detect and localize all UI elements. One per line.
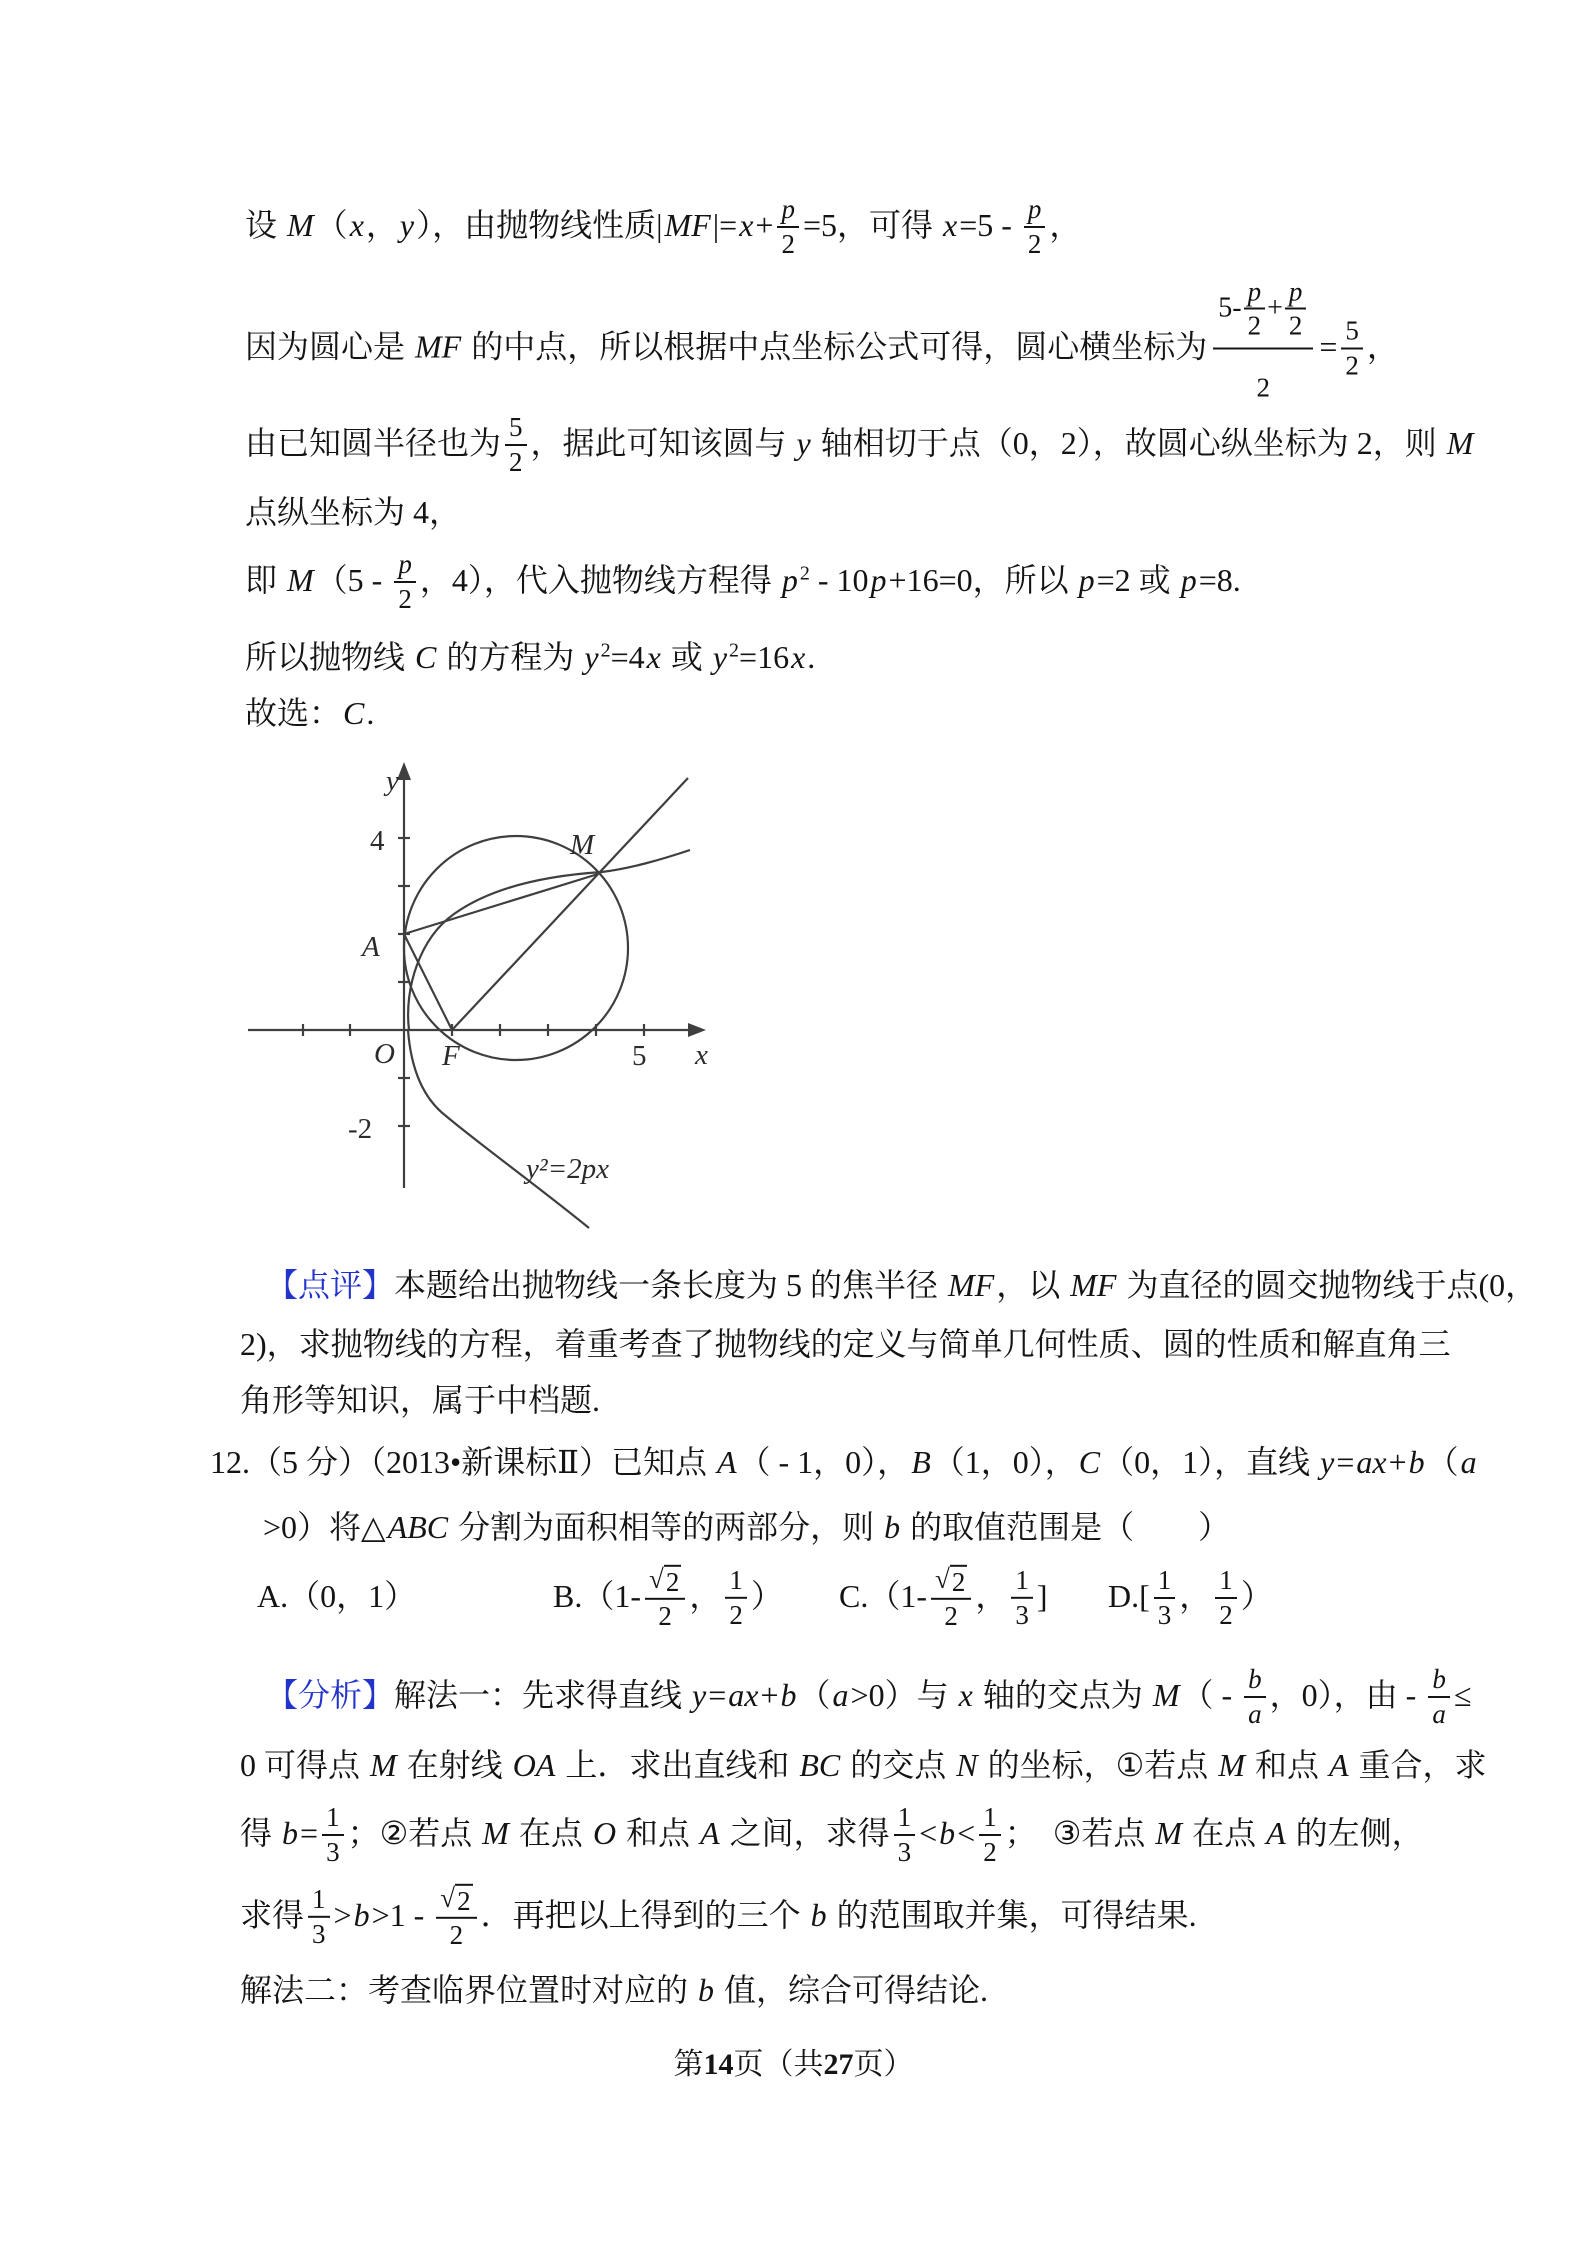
fraction: [1024, 194, 1046, 258]
math-variable: B: [911, 1444, 931, 1480]
text-run: .: [366, 695, 375, 731]
x-axis-label: x: [695, 1039, 708, 1071]
text-run: 本题给出抛物线一条长度为 5 的焦半径: [394, 1267, 947, 1303]
fraction-denominator: 2: [983, 1836, 997, 1867]
sqrt-expression: [649, 1565, 681, 1597]
parabola-equation-label: y²=2px: [526, 1153, 610, 1185]
fraction-denominator: 2: [509, 446, 523, 477]
math-variable: OA: [512, 1747, 556, 1783]
math-variable: b: [780, 1677, 797, 1713]
text-run: 轴相切于点（0，2），故圆心纵坐标为 2，则: [812, 425, 1445, 461]
question12-line-2: [263, 1490, 1230, 1564]
x-axis-arrow: [688, 1023, 706, 1037]
text-run: 的范围取并集，可得结果.: [828, 1896, 1197, 1933]
text-run: 故选：: [245, 695, 342, 731]
fraction: [645, 1564, 685, 1631]
text-run: =16: [739, 639, 790, 675]
fraction: [1011, 1565, 1033, 1629]
math-variable: b: [698, 1972, 715, 2008]
text-run: >1 -: [371, 1896, 433, 1933]
text-run: ，: [975, 1577, 1008, 1614]
text-run: 设: [245, 207, 286, 243]
fraction: [1244, 1664, 1266, 1728]
text-run: 12.（5 分）（2013•新课标Ⅱ）已知点: [210, 1444, 715, 1480]
fraction-numerator: p: [394, 549, 416, 582]
text-run: 重合，求: [1350, 1747, 1487, 1783]
math-variable: MF: [664, 207, 711, 243]
text-run: 2)，求抛物线的方程，着重考查了抛物线的定义与简单几何性质、圆的性质和解直角三: [240, 1326, 1451, 1362]
text-run: （ - 1，0），: [738, 1444, 910, 1480]
math-variable: M: [1155, 1815, 1183, 1851]
math-variable: A: [716, 1444, 737, 1480]
figure-segments: [404, 778, 688, 1030]
math-variable: A: [1266, 1815, 1286, 1851]
math-variable: MF: [415, 328, 462, 365]
text-run: 页）: [853, 2048, 914, 2081]
text-run: 的中点，所以根据中点坐标公式可得，圆心横坐标为: [463, 328, 1208, 365]
text-run: 解法二：考查临界位置时对应的: [240, 1972, 697, 2008]
text-run: 和点: [1246, 1747, 1327, 1783]
fraction-numerator: [645, 1564, 685, 1600]
parabola-upper-branch: [408, 850, 690, 1030]
fraction-denominator: 3: [897, 1836, 912, 1867]
fraction: [931, 1564, 971, 1631]
fraction-numerator: p: [1024, 194, 1046, 227]
analysis-line-2: [240, 1728, 1487, 1802]
point-m-label: M: [570, 829, 595, 861]
math-variable: C: [343, 695, 365, 731]
math-variable: x: [958, 1677, 973, 1713]
option-d: [1108, 1559, 1273, 1633]
text-run: ，: [689, 1577, 722, 1614]
solution-line-7: [245, 676, 374, 750]
fraction-denominator: 3: [1015, 1599, 1029, 1630]
math-variable: a: [1460, 1444, 1477, 1480]
math-variable: C: [415, 639, 437, 675]
fraction-numerator: p: [777, 194, 799, 227]
point-a-label: A: [362, 931, 380, 963]
math-variable: C: [1078, 1444, 1101, 1480]
fraction-numerator: [436, 1883, 476, 1919]
fraction: [725, 1565, 747, 1629]
fraction-denominator: 3: [1157, 1599, 1172, 1630]
fraction-numerator: [931, 1564, 971, 1600]
math-variable: N: [956, 1747, 978, 1783]
text-run: 轴的交点为: [974, 1677, 1151, 1713]
math-variable: M: [287, 562, 314, 598]
text-run: 所以抛物线: [245, 639, 414, 675]
math-variable: M: [1152, 1677, 1180, 1713]
text-run: ≤: [1453, 1677, 1472, 1713]
text-run: +: [755, 207, 774, 243]
math-variable: y: [796, 425, 811, 461]
text-run: +: [1267, 292, 1283, 324]
fraction-numerator: 1: [308, 1884, 330, 1917]
text-run: ）: [750, 1577, 783, 1614]
superscript: 2: [729, 639, 740, 662]
math-variable: p: [1180, 562, 1197, 598]
text-run: B.（1-: [553, 1577, 642, 1614]
focus-label: F: [442, 1040, 460, 1072]
text-run: ]: [1036, 1577, 1048, 1614]
fraction: [777, 194, 799, 258]
text-run: ；②若点: [347, 1815, 481, 1851]
tick-label-4: 4: [370, 825, 385, 857]
math-variable: ax: [728, 1677, 759, 1713]
section-badge: 【点评】: [266, 1267, 395, 1303]
text-run: （: [798, 1677, 831, 1713]
option-c: [839, 1559, 1048, 1633]
text-run: - 10: [809, 562, 869, 598]
sqrt-sign: √: [440, 1882, 456, 1913]
text-run: ，: [1049, 207, 1082, 243]
math-variable: a: [832, 1677, 849, 1713]
fraction-denominator: 2: [781, 228, 795, 259]
text-run: ，据此可知该圆与: [530, 425, 795, 461]
fraction-denominator: 2: [398, 583, 412, 614]
fraction-numerator: b: [1244, 1664, 1266, 1697]
math-variable: M: [1446, 425, 1474, 461]
text-run: 点纵坐标为 4，: [245, 494, 462, 530]
text-run: =: [300, 1815, 319, 1851]
text-run: =8.: [1198, 562, 1241, 598]
analysis-line-5: [240, 1953, 988, 2027]
math-variable: p: [870, 562, 887, 598]
fraction-denominator: 2: [729, 1599, 743, 1630]
fraction-numerator: 1: [322, 1802, 344, 1835]
text-run: ，: [365, 207, 398, 243]
math-variable: A: [700, 1815, 720, 1851]
text-run: 分割为面积相等的两部分，则: [450, 1509, 883, 1545]
text-run: 的交点: [842, 1747, 955, 1783]
fraction-numerator: 1: [894, 1802, 916, 1835]
text-run: 因为圆心是: [245, 328, 414, 365]
solution-line-1: [245, 188, 1081, 262]
text-run: =: [708, 1677, 727, 1713]
text-run: ； ③若点: [1004, 1815, 1154, 1851]
math-variable: x: [791, 639, 806, 675]
math-variable: y: [692, 1677, 707, 1713]
math-variable: b: [939, 1815, 956, 1851]
bold-number: 14: [703, 2048, 734, 2081]
text-run: （1，0），: [932, 1444, 1077, 1480]
text-run: 和点: [618, 1815, 699, 1851]
math-variable: MF: [948, 1267, 995, 1303]
text-run: 为直径的圆交抛物线于点(0，: [1118, 1267, 1538, 1303]
fraction-numerator: 1: [1011, 1565, 1033, 1598]
math-variable: b: [353, 1896, 370, 1933]
math-variable: b: [884, 1509, 901, 1545]
text-run: 在点: [510, 1815, 591, 1851]
math-variable: x: [349, 207, 364, 243]
fraction-denominator: 2: [1219, 1599, 1233, 1630]
fraction-numerator: 1: [1215, 1565, 1237, 1598]
math-variable: O: [592, 1815, 617, 1851]
compound-fraction-denominator: 2: [1256, 372, 1271, 403]
fraction-denominator: 3: [326, 1836, 340, 1867]
parabola-circle-figure: [240, 758, 720, 1250]
text-run: ．再把以上得到的三个: [480, 1896, 809, 1933]
text-run: =5 -: [959, 207, 1020, 243]
fraction: [322, 1802, 344, 1866]
text-run: （: [1426, 1444, 1459, 1480]
analysis-line-1: [266, 1658, 1471, 1732]
solution-line-2: [245, 274, 1399, 427]
fraction: [1154, 1565, 1176, 1629]
fraction-denominator: 2: [1027, 228, 1042, 259]
tick-label-5: 5: [632, 1040, 647, 1072]
question12-line-1: [210, 1425, 1479, 1499]
math-variable: y: [712, 639, 728, 675]
text-run: >: [333, 1896, 352, 1933]
text-run: 的坐标，①若点: [979, 1747, 1217, 1783]
math-variable: x: [739, 207, 754, 243]
sqrt-radicand: 2: [665, 1566, 680, 1597]
sqrt-expression: [440, 1884, 472, 1916]
text-run: ，0），由 -: [1269, 1677, 1425, 1713]
fraction-denominator: 2: [449, 1919, 464, 1950]
text-run: =: [1319, 328, 1338, 365]
text-run: ，: [1179, 1578, 1212, 1614]
fraction: [979, 1802, 1001, 1866]
circle-mf-diameter: [404, 836, 628, 1060]
line-through-f-m: [452, 778, 688, 1030]
text-run: 之间，求得: [721, 1815, 890, 1851]
text-run: .: [807, 639, 816, 675]
sqrt-expression: [935, 1565, 967, 1597]
fraction-numerator: p: [1244, 276, 1266, 309]
text-run: 解法一：先求得直线: [394, 1677, 691, 1713]
figure-axes: [248, 762, 706, 1188]
math-variable: y: [584, 639, 599, 675]
tick-label-neg2: -2: [348, 1113, 373, 1145]
fraction: [436, 1883, 476, 1950]
fraction-numerator: 5: [1341, 316, 1363, 349]
text-run: >0）与: [850, 1677, 957, 1713]
math-variable: ABC: [387, 1509, 449, 1545]
text-run: |=: [712, 207, 738, 243]
compound-fraction-numerator: [1213, 272, 1313, 350]
text-run: =: [1336, 1444, 1355, 1480]
superscript: 2: [600, 639, 611, 662]
math-variable: M: [370, 1747, 397, 1783]
option-b: [553, 1559, 783, 1633]
section-badge: 【分析】: [266, 1677, 395, 1713]
text-run: （ -: [1181, 1677, 1241, 1713]
option-a: [257, 1559, 416, 1633]
text-run: <: [957, 1815, 976, 1851]
fraction-numerator: 5: [505, 412, 527, 445]
text-run: 的方程为: [438, 639, 583, 675]
fraction-denominator: 3: [312, 1918, 326, 1949]
text-run: 值，综合可得结论.: [716, 1972, 989, 2008]
math-variable: M: [287, 207, 314, 243]
fraction: [308, 1884, 330, 1948]
figure-svg: [240, 758, 720, 1250]
fraction-numerator: 1: [1154, 1565, 1176, 1598]
text-run: 得: [240, 1815, 281, 1851]
math-variable: A: [1328, 1747, 1349, 1783]
math-variable: b: [1408, 1444, 1425, 1480]
text-run: =2 或: [1096, 562, 1179, 598]
text-run: ，以: [996, 1267, 1069, 1303]
solution-line-3: [245, 406, 1475, 480]
text-run: 第: [673, 2048, 704, 2081]
text-run: =4: [610, 639, 645, 675]
text-run: 在射线: [398, 1747, 511, 1783]
y-axis-arrow: [397, 762, 411, 780]
text-run: >0）将△: [263, 1509, 386, 1545]
text-run: 页（共: [733, 2048, 824, 2081]
text-run: 在点: [1184, 1815, 1265, 1851]
fraction: [1285, 276, 1307, 340]
solution-line-4: [245, 475, 461, 549]
y-axis-label: y: [386, 765, 399, 797]
fraction-denominator: a: [1432, 1698, 1446, 1729]
math-variable: x: [943, 207, 958, 243]
fraction: [1215, 1565, 1237, 1629]
math-variable: p: [781, 562, 798, 598]
text-run: A.（0，1）: [257, 1578, 417, 1614]
text-run: 角形等知识，属于中档题.: [240, 1382, 601, 1418]
math-variable: p: [1078, 562, 1095, 598]
math-variable: M: [482, 1815, 509, 1851]
text-run: 的左侧，: [1287, 1815, 1424, 1851]
analysis-line-3: [240, 1796, 1424, 1870]
text-run: +: [1388, 1444, 1407, 1480]
fraction-denominator: a: [1248, 1698, 1262, 1729]
bold-number: 27: [823, 2048, 854, 2081]
math-variable: M: [1218, 1747, 1245, 1783]
text-run: ，4），代入抛物线方程得: [419, 562, 780, 598]
text-run: ），由抛物线性质|: [416, 207, 663, 243]
text-run: （0，1），直线: [1102, 1444, 1319, 1480]
sqrt-sign: √: [649, 1563, 664, 1594]
page-footer: [0, 2028, 1587, 2102]
math-variable: ax: [1356, 1444, 1387, 1480]
math-variable: x: [646, 639, 661, 675]
sqrt-radicand: 2: [457, 1885, 471, 1916]
text-run: 上．求出直线和: [557, 1747, 798, 1783]
origin-label: O: [374, 1038, 395, 1070]
text-run: 即: [245, 562, 286, 598]
fraction: [1341, 316, 1363, 380]
sqrt-sign: √: [935, 1563, 950, 1594]
text-run: +: [760, 1677, 779, 1713]
fraction-denominator: 2: [1288, 310, 1303, 341]
text-run: （5 -: [315, 562, 391, 598]
math-variable: BC: [799, 1747, 841, 1783]
text-run: 5-: [1218, 292, 1242, 324]
fraction-denominator: 2: [1345, 350, 1359, 380]
text-run: ，: [1366, 328, 1399, 365]
solution-line-5: [245, 543, 1241, 617]
text-run: 由已知圆半径也为: [245, 425, 502, 461]
text-run: 的取值范围是（ ）: [902, 1509, 1231, 1545]
math-variable: b: [810, 1896, 827, 1933]
fraction-denominator: 2: [658, 1600, 672, 1631]
fraction-numerator: p: [1285, 276, 1307, 309]
text-run: 或: [662, 639, 711, 675]
text-run: 求得: [240, 1896, 305, 1933]
text-run: （: [315, 207, 348, 243]
math-variable: y: [399, 207, 415, 243]
fraction-numerator: 1: [979, 1802, 1001, 1835]
math-variable: y: [1320, 1444, 1335, 1480]
fraction-denominator: 2: [1247, 310, 1262, 341]
fraction: [394, 549, 416, 613]
superscript: 2: [799, 562, 810, 585]
fraction: [894, 1802, 916, 1866]
text-run: 0 可得点: [240, 1747, 369, 1783]
fraction-numerator: 1: [725, 1565, 747, 1598]
text-run: ）: [1240, 1578, 1273, 1614]
text-run: =5，可得: [802, 207, 941, 243]
text-run: C.（1-: [839, 1577, 928, 1614]
fraction-numerator: b: [1428, 1664, 1450, 1697]
text-run: <: [919, 1815, 938, 1851]
analysis-line-4: [240, 1878, 1197, 1952]
text-run: +16=0，所以: [888, 562, 1077, 598]
fraction: [505, 412, 527, 476]
fraction-denominator: 2: [944, 1600, 958, 1631]
sqrt-radicand: 2: [951, 1566, 966, 1597]
fraction: [1428, 1664, 1450, 1728]
math-variable: b: [282, 1815, 299, 1851]
text-run: D.[: [1108, 1578, 1150, 1614]
fraction: [1244, 276, 1266, 340]
compound-fraction: [1213, 272, 1313, 425]
math-variable: MF: [1070, 1267, 1117, 1303]
